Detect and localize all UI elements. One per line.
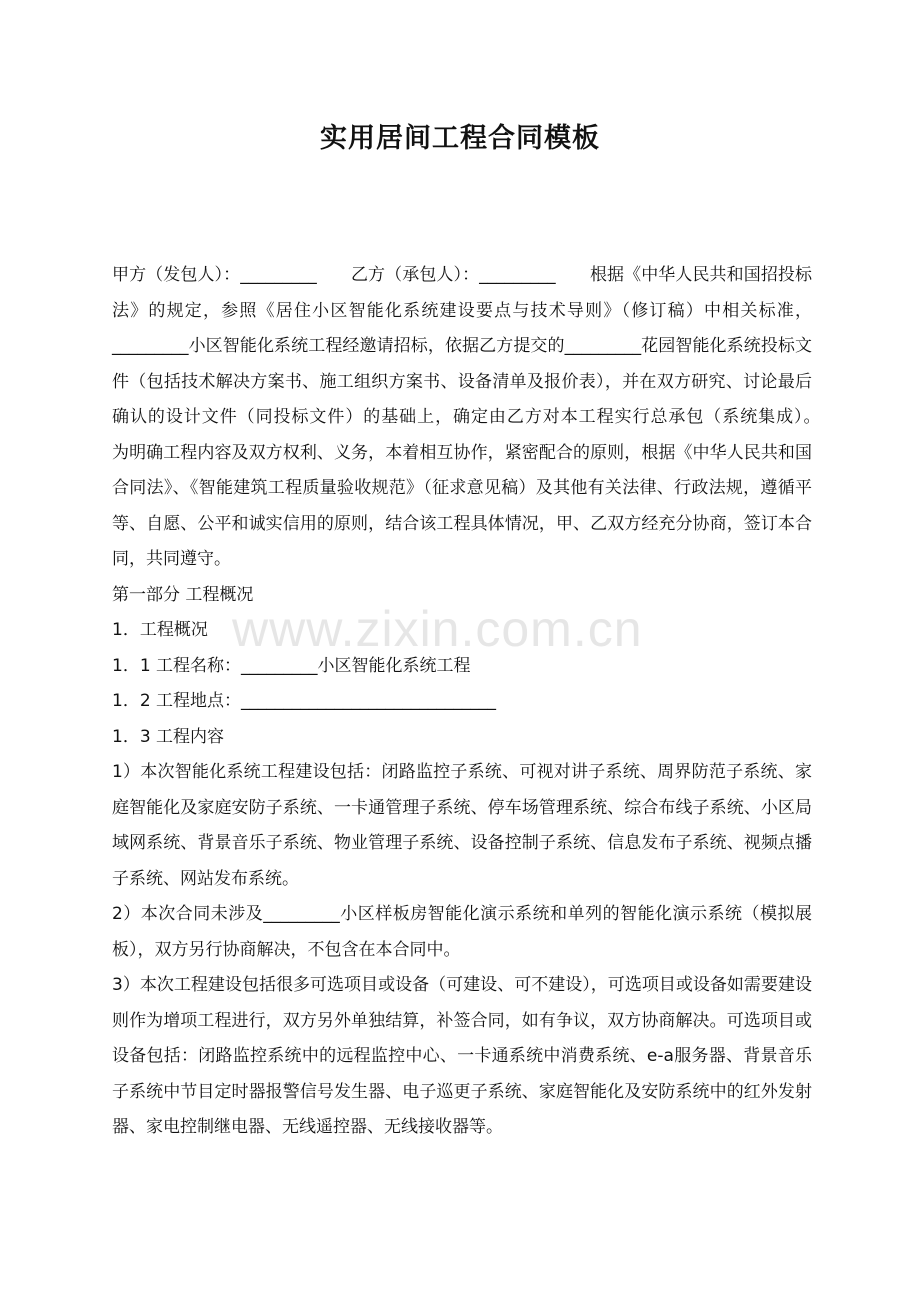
project-name-item: 1．1 工程名称：_________小区智能化系统工程 xyxy=(112,655,471,676)
content-paragraph-3: 3）本次工程建设包括很多可选项目或设备（可建设、可不建设），可选项目或设备如需要建设则作为增项工程进行，双方另外单独结算，补签合同，如有争议，双方协商解决。可选项目或设备包括：闭路监控系统中的远程监控中心、一卡通系统中消费系统、e-a服务器、背景音乐子系统中节目定时器报警信号发生器、电子巡更子系统、家庭智能化及安防系统中的红外发射器、家电控制继电器、无线遥控器、无线接收器等。 xyxy=(112,975,812,1137)
project-location-item: 1．2 工程地点：______________________________ xyxy=(112,691,497,711)
document-title: 实用居间工程合同模板 xyxy=(320,123,600,154)
document-body xyxy=(112,258,846,1146)
content-paragraph-1: 1）本次智能化系统工程建设包括：闭路监控子系统、可视对讲子系统、周界防范子系统、家庭智能化及家庭安防子系统、一卡通管理子系统、停车场管理系统、综合布线子系统、小区局域网系统、背景音乐子系统、物业管理子系统、设备控制子系统、信息发布子系统、视频点播子系统、网站发布系统。 xyxy=(112,762,812,889)
part-heading: 第一部分 工程概况 xyxy=(112,584,254,605)
content-paragraph-2: 2）本次合同未涉及_________小区样板房智能化演示系统和单列的智能化演示系统（模拟展板），双方另行协商解决，不包含在本合同中。 xyxy=(112,904,812,960)
project-content-item: 1．3 工程内容 xyxy=(112,726,225,747)
intro-paragraph: 甲方（发包人）：_________ 乙方（承包人）：_________ 根据《中华人民共和国招投标法》的规定，参照《居住小区智能化系统建设要点与技术导则》（修订稿）中相关标准，_________小区智能化系统工程经邀请招标，依据乙方提交的_________花园智能化系统投标文件（包括技术解决方案书、施工组织方案书、设备清单及报价表），并在双方研究、讨论最后确认的设计文件（同投标文件）的基础上，确定由乙方对本工程实行总承包（系统集成）。 为明确工程内容及双方权利、义务，本着相互协作，紧密配合的原则，根据《中华人民共和国合同法》、《智能建筑工程质量验收规范》（征求意见稿）及其他有关法律、行政法规，遵循平等、自愿、公平和诚实信用的原则，结合该工程具体情况，甲、乙双方经充分协商，签订本合同，共同遵守。 xyxy=(112,265,846,569)
section-heading: 1．工程概况 xyxy=(112,620,208,640)
watermark: www.zixin.com.cn xyxy=(232,601,643,657)
